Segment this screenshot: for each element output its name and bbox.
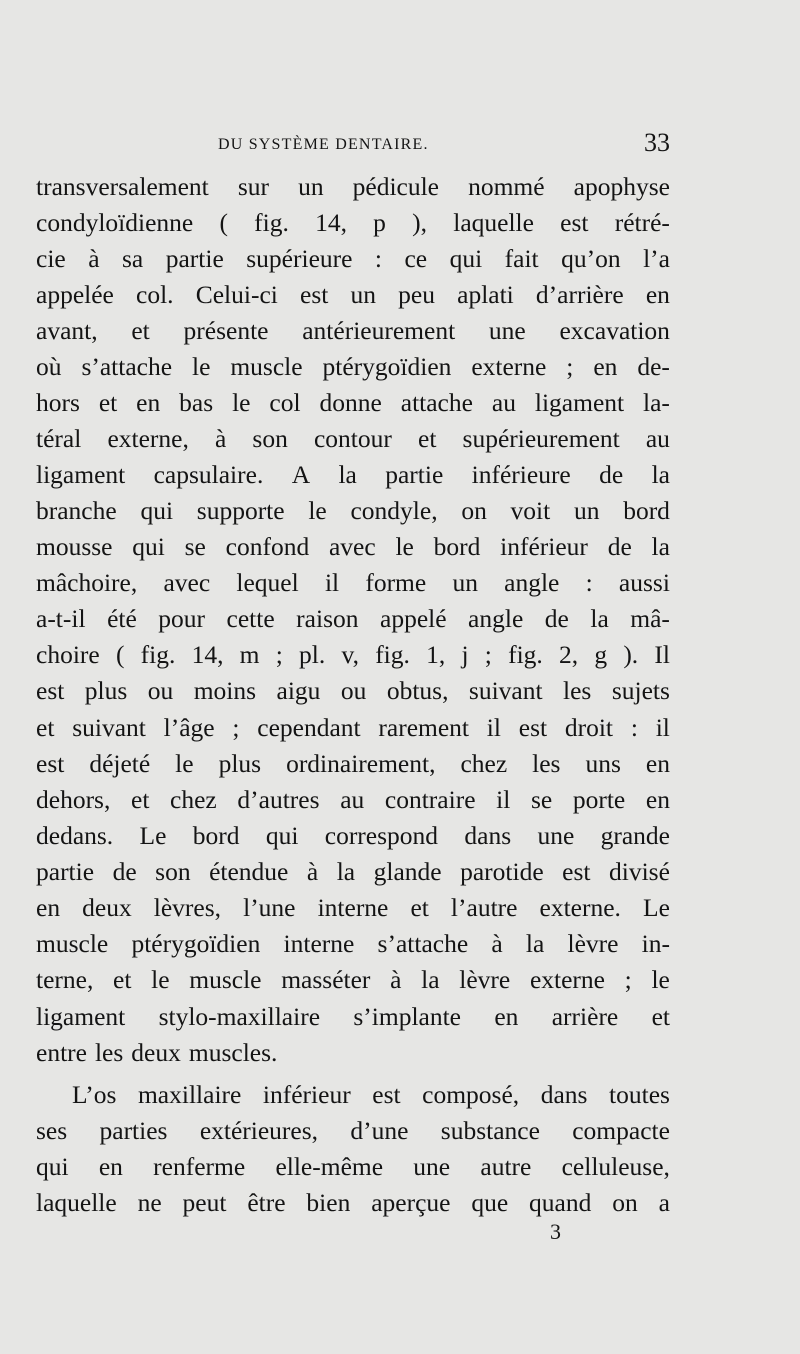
- text-line: ligament capsulaire. A la partie inférieure de la: [36, 460, 670, 489]
- text-line: mousse qui se confond avec le bord inférieur de la: [36, 532, 670, 561]
- text-line: téral externe, à son contour et supérieurement au: [36, 424, 670, 453]
- text-line: appelée col. Celui-ci est un peu aplati d’arrière en: [36, 280, 670, 309]
- text-line: qui en renferme elle-même une autre celluleuse,: [36, 1152, 670, 1181]
- running-head: [36, 128, 670, 164]
- paragraph-first-line: L’os maxillaire inférieur est composé, dans toutes: [72, 1080, 670, 1109]
- text-line: où s’attache le muscle ptérygoïdien externe ; en de-: [36, 352, 670, 381]
- page-number: 33: [644, 128, 670, 157]
- text-line: a-t-il été pour cette raison appelé angle de la mâ-: [36, 604, 670, 633]
- text-line: en deux lèvres, l’une interne et l’autre externe. Le: [36, 893, 670, 922]
- running-title: DU SYSTÈME DENTAIRE.: [218, 136, 429, 153]
- text-line: hors et en bas le col donne attache au ligament la-: [36, 388, 670, 417]
- text-line: est plus ou moins aigu ou obtus, suivant les sujets: [36, 676, 670, 705]
- text-line: ligament stylo-maxillaire s’implante en arrière et: [36, 1002, 670, 1031]
- text-line: dehors, et chez d’autres au contraire il se porte en: [36, 785, 670, 814]
- text-line: terne, et le muscle masséter à la lèvre externe ; le: [36, 965, 670, 994]
- text-line: laquelle ne peut être bien aperçue que quand on a: [36, 1188, 670, 1217]
- text-line: choire ( fig. 14, m ; pl. v, fig. 1, j ; fig. 2, g ). Il: [36, 640, 670, 669]
- text-line: dedans. Le bord qui correspond dans une grande: [36, 821, 670, 850]
- text-line: cie à sa partie supérieure : ce qui fait qu’on l’a: [36, 244, 670, 273]
- text-line: muscle ptérygoïdien interne s’attache à la lèvre in-: [36, 929, 670, 958]
- text-line: et suivant l’âge ; cependant rarement il est droit : il: [36, 713, 670, 742]
- text-line: branche qui supporte le condyle, on voit un bord: [36, 496, 670, 525]
- text-line: est déjeté le plus ordinairement, chez les uns en: [36, 749, 670, 778]
- text-line: ses parties extérieures, d’une substance compacte: [36, 1116, 670, 1145]
- text-line: partie de son étendue à la glande parotide est divisé: [36, 857, 670, 886]
- text-line: transversalement sur un pédicule nommé apophyse: [36, 172, 670, 201]
- text-line: condyloïdienne ( fig. 14, p ), laquelle est rétré-: [36, 208, 670, 237]
- text-line: entre les deux muscles.: [36, 1038, 278, 1067]
- signature-mark: 3: [550, 1219, 561, 1244]
- text-line: avant, et présente antérieurement une excavation: [36, 316, 670, 345]
- text-line: mâchoire, avec lequel il forme un angle : aussi: [36, 568, 670, 597]
